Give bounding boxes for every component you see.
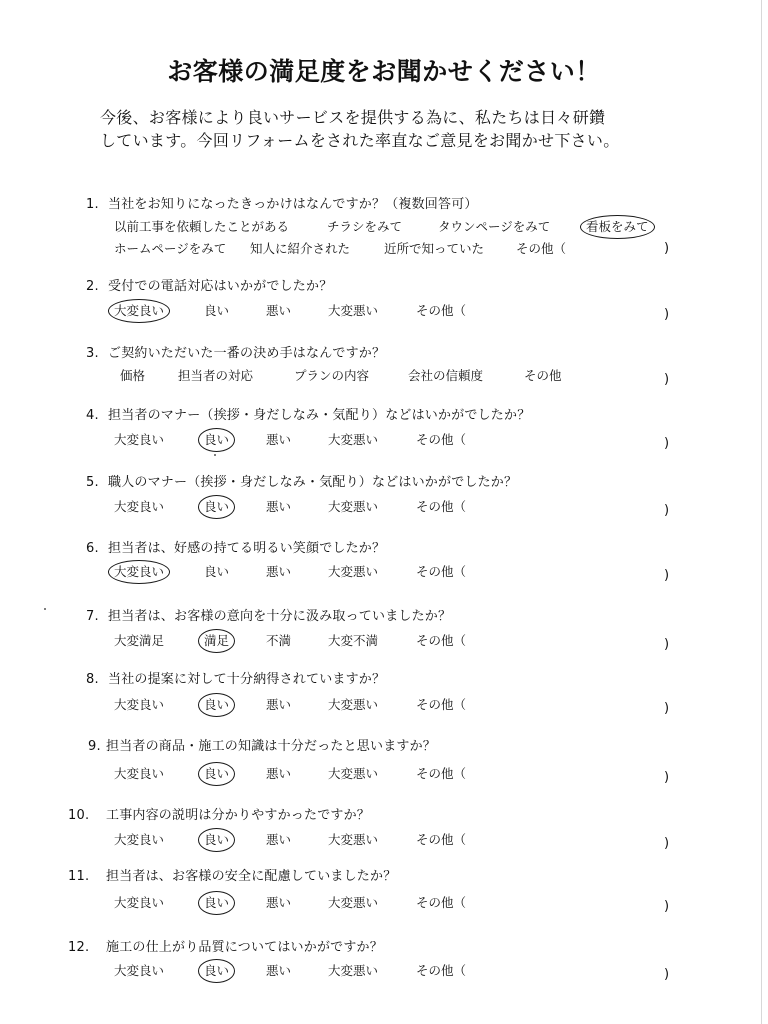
- question-number: 1.: [86, 197, 99, 212]
- question-9: [0, 735, 768, 805]
- option[interactable]: その他（: [416, 499, 467, 514]
- scan-speck: [44, 608, 46, 610]
- option[interactable]: 悪い: [266, 832, 292, 847]
- option[interactable]: 大変悪い: [328, 895, 379, 910]
- close-paren: ): [664, 637, 670, 652]
- question-1-text: 1. 当社をお知りになったきっかけはなんですか？（複数回答可）: [86, 197, 478, 212]
- option[interactable]: 悪い: [266, 564, 292, 579]
- option[interactable]: その他（: [516, 241, 567, 256]
- option-selected[interactable]: 大変良い: [114, 303, 165, 318]
- question-10-options: [0, 831, 768, 851]
- question-5: [0, 471, 768, 541]
- scan-speck: [214, 454, 216, 456]
- option-selected[interactable]: 大変良い: [114, 564, 165, 579]
- close-paren: ): [664, 701, 670, 716]
- question-8-options: [0, 696, 768, 716]
- question-1-options-row-1: [0, 218, 768, 238]
- option-selected[interactable]: 良い: [204, 895, 230, 910]
- option[interactable]: 大変満足: [114, 633, 165, 648]
- question-6-options: [0, 563, 768, 583]
- close-paren: ): [664, 241, 670, 256]
- question-7-text: 7. 担当者は、お客様の意向を十分に汲み取っていましたか？: [86, 609, 452, 624]
- intro-line-2: しています。今回リフォームをされた率直なご意見をお聞かせ下さい。: [100, 131, 620, 150]
- question-8-text: 8. 当社の提案に対して十分納得されていますか？: [86, 672, 386, 687]
- option[interactable]: 大変不満: [328, 633, 379, 648]
- option[interactable]: その他（: [416, 564, 467, 579]
- close-paren: ): [664, 436, 670, 451]
- question-2-text: 2. 受付での電話対応はいかがでしたか？: [86, 279, 333, 294]
- question-5-text: 5. 職人のマナー（挨拶・身だしなみ・気配り）などはいかがでしたか？: [86, 475, 518, 490]
- question-6: [0, 537, 768, 607]
- option[interactable]: 大変悪い: [328, 832, 379, 847]
- option[interactable]: 良い: [204, 303, 230, 318]
- question-4-options: [0, 431, 768, 451]
- option[interactable]: 大変良い: [114, 499, 165, 514]
- question-11-text: 11. 担当者は、お客様の安全に配慮していましたか？: [68, 869, 397, 884]
- option[interactable]: 大変悪い: [328, 303, 379, 318]
- question-8: [0, 668, 768, 738]
- option[interactable]: 大変悪い: [328, 499, 379, 514]
- option-selected[interactable]: 良い: [204, 766, 230, 781]
- option[interactable]: 大変良い: [114, 832, 165, 847]
- option[interactable]: 大変良い: [114, 895, 165, 910]
- question-2: [0, 275, 768, 345]
- option[interactable]: チラシをみて: [327, 219, 403, 234]
- question-9-text: 9. 担当者の商品・施工の知識は十分だったと思いますか？: [88, 739, 437, 754]
- question-12-options: [0, 962, 768, 982]
- option[interactable]: 悪い: [266, 963, 292, 978]
- question-12-text: 12. 施工の仕上がり品質についてはいかがですか？: [68, 940, 383, 955]
- option-selected[interactable]: 良い: [204, 432, 230, 447]
- option-selected[interactable]: 満足: [204, 633, 230, 648]
- question-3-options: [0, 367, 768, 387]
- close-paren: ): [664, 967, 670, 982]
- option[interactable]: 悪い: [266, 303, 292, 318]
- question-3: [0, 342, 768, 412]
- option[interactable]: その他（: [416, 432, 467, 447]
- question-7: [0, 605, 768, 675]
- option[interactable]: 悪い: [266, 697, 292, 712]
- option[interactable]: 大変悪い: [328, 963, 379, 978]
- close-paren: ): [664, 568, 670, 583]
- close-paren: ): [664, 372, 670, 387]
- close-paren: ): [664, 503, 670, 518]
- close-paren: ): [664, 307, 670, 322]
- option[interactable]: 大変悪い: [328, 697, 379, 712]
- option[interactable]: 良い: [204, 564, 230, 579]
- option-selected[interactable]: 看板をみて: [586, 219, 649, 234]
- option[interactable]: 悪い: [266, 766, 292, 781]
- option[interactable]: 大変悪い: [328, 564, 379, 579]
- option[interactable]: その他（: [416, 633, 467, 648]
- option[interactable]: 知人に紹介された: [250, 241, 351, 256]
- option[interactable]: 悪い: [266, 499, 292, 514]
- option[interactable]: 以前工事を依頼したことがある: [114, 219, 290, 234]
- option[interactable]: プランの内容: [294, 368, 370, 383]
- close-paren: ): [664, 899, 670, 914]
- option[interactable]: タウンページをみて: [438, 219, 551, 234]
- option[interactable]: 大変悪い: [328, 432, 379, 447]
- question-10-text: 10. 工事内容の説明は分かりやすかったですか？: [68, 808, 371, 823]
- question-1-options-row-2: [0, 240, 768, 260]
- option[interactable]: 大変良い: [114, 963, 165, 978]
- question-1: [0, 193, 768, 263]
- question-3-text: 3. ご契約いただいた一番の決め手はなんですか？: [86, 346, 386, 361]
- option[interactable]: ホームページをみて: [114, 241, 227, 256]
- question-10: [0, 804, 768, 874]
- question-4-text: 4. 担当者のマナー（挨拶・身だしなみ・気配り）などはいかがでしたか？: [86, 408, 531, 423]
- option[interactable]: その他（: [416, 766, 467, 781]
- option-selected[interactable]: 良い: [204, 963, 230, 978]
- option[interactable]: その他（: [416, 697, 467, 712]
- question-2-options: [0, 302, 768, 322]
- option-selected[interactable]: 担当者の対応: [178, 368, 254, 383]
- option[interactable]: 悪い: [266, 432, 292, 447]
- option[interactable]: 近所で知っていた: [384, 241, 485, 256]
- question-11: [0, 865, 768, 935]
- question-9-options: [0, 765, 768, 785]
- question-7-options: [0, 632, 768, 652]
- option[interactable]: その他（: [416, 832, 467, 847]
- question-6-text: 6. 担当者は、好感の持てる明るい笑顔でしたか？: [86, 541, 386, 556]
- option[interactable]: その他（: [416, 303, 467, 318]
- option[interactable]: 大変良い: [114, 697, 165, 712]
- question-11-options: [0, 894, 768, 914]
- option[interactable]: 大変良い: [114, 432, 165, 447]
- close-paren: ): [664, 770, 670, 785]
- question-4: [0, 404, 768, 474]
- option[interactable]: 悪い: [266, 895, 292, 910]
- option[interactable]: 価格: [120, 368, 146, 383]
- option[interactable]: その他（: [416, 963, 467, 978]
- question-12: [0, 936, 768, 1006]
- option-selected[interactable]: 良い: [204, 697, 230, 712]
- option-selected[interactable]: 良い: [204, 832, 230, 847]
- close-paren: ): [664, 836, 670, 851]
- intro-line-1: 今後、お客様により良いサービスを提供する為に、私たちは日々研鑽: [100, 108, 606, 127]
- page-title: お客様の満足度をお聞かせください！: [167, 57, 601, 86]
- question-5-options: [0, 498, 768, 518]
- option[interactable]: 大変良い: [114, 766, 165, 781]
- option-selected[interactable]: 良い: [204, 499, 230, 514]
- option[interactable]: 会社の信頼度: [408, 368, 484, 383]
- option[interactable]: その他: [524, 368, 562, 383]
- option[interactable]: その他（: [416, 895, 467, 910]
- option[interactable]: 不満: [266, 633, 292, 648]
- option[interactable]: 大変悪い: [328, 766, 379, 781]
